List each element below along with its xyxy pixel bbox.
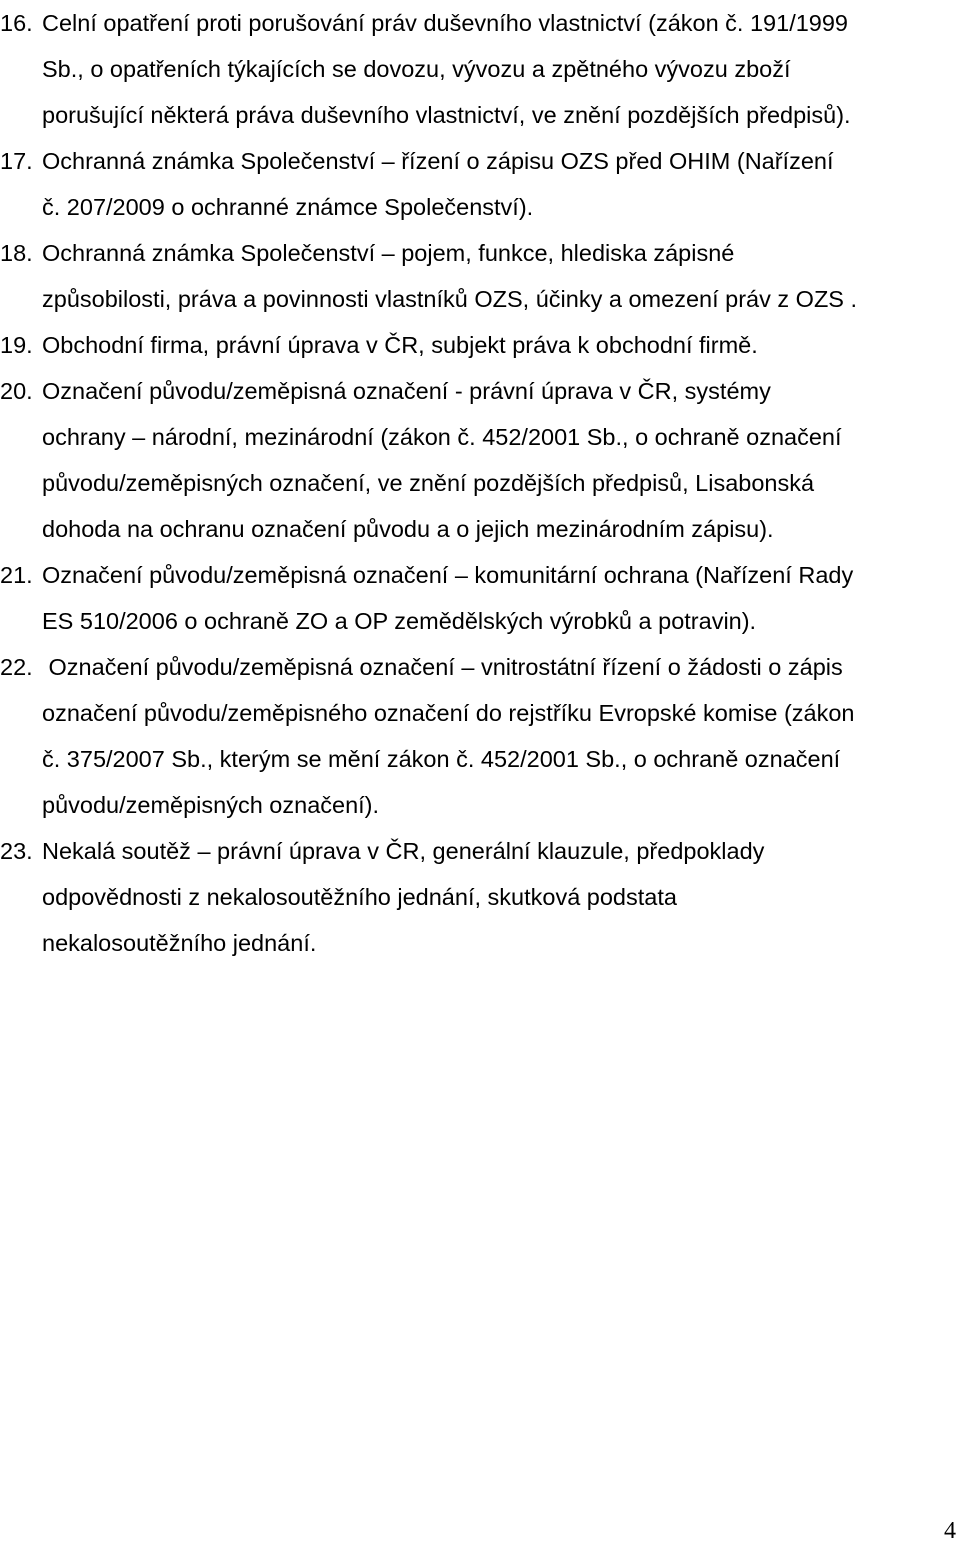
list-item <box>0 368 960 552</box>
list-item <box>0 230 960 322</box>
list-item-number: 20. <box>0 378 33 404</box>
text-line: Celní opatření proti porušování práv duševního vlastnictví (zákon č. 191/1999 <box>42 10 848 36</box>
list-item-number: 22. <box>0 654 33 680</box>
list-item-number: 18. <box>0 240 33 266</box>
list-item-number: 16. <box>0 10 33 36</box>
page-number: 4 <box>944 1518 956 1544</box>
text-line: Obchodní firma, právní úprava v ČR, subjekt práva k obchodní firmě. <box>42 332 758 358</box>
list-item-number: 19. <box>0 332 33 358</box>
list-item-text <box>42 230 960 322</box>
text-line: způsobilosti, práva a povinnosti vlastníků OZS, účinky a omezení práv z OZS . <box>42 286 858 312</box>
list-item <box>0 552 960 644</box>
list-item-number: 21. <box>0 562 33 588</box>
list-item-text <box>42 0 960 138</box>
text-line: dohoda na ochranu označení původu a o jejich mezinárodním zápisu). <box>42 516 774 542</box>
list-item <box>0 322 960 368</box>
text-line: Označení původu/zeměpisná označení – komunitární ochrana (Nařízení Rady <box>42 562 854 588</box>
text-line: Označení původu/zeměpisná označení - právní úprava v ČR, systémy <box>42 378 771 404</box>
text-line: ES 510/2006 o ochraně ZO a OP zemědělských výrobků a potravin). <box>42 608 757 634</box>
list-item-text <box>42 828 960 966</box>
list-item <box>0 0 960 138</box>
text-line: Sb., o opatřeních týkajících se dovozu, vývozu a zpětného vývozu zboží <box>42 56 791 82</box>
text-line: označení původu/zeměpisného označení do rejstříku Evropské komise (zákon <box>42 700 855 726</box>
text-line: Nekalá soutěž – právní úprava v ČR, generální klauzule, předpoklady <box>42 838 765 864</box>
text-line: odpovědnosti z nekalosoutěžního jednání, skutková podstata <box>42 884 677 910</box>
list-item-text <box>42 322 960 368</box>
text-line: č. 207/2009 o ochranné známce Společenství). <box>42 194 534 220</box>
list-item <box>0 138 960 230</box>
text-line: původu/zeměpisných označení, ve znění pozdějších předpisů, Lisabonská <box>42 470 815 496</box>
list-item <box>0 828 960 966</box>
list-item-text <box>42 138 960 230</box>
list-item-text <box>42 552 960 644</box>
list-item <box>0 644 960 828</box>
list-item-text <box>42 368 960 552</box>
text-line: ochrany – národní, mezinárodní (zákon č. 452/2001 Sb., o ochraně označení <box>42 424 842 450</box>
text-line: porušující některá práva duševního vlastnictví, ve znění pozdějších předpisů). <box>42 102 851 128</box>
list-item-number: 17. <box>0 148 33 174</box>
list-item-text <box>42 644 960 828</box>
text-line: původu/zeměpisných označení). <box>42 792 380 818</box>
text-line: Ochranná známka Společenství – řízení o zápisu OZS před OHIM (Nařízení <box>42 148 834 174</box>
text-line: Označení původu/zeměpisná označení – vnitrostátní řízení o žádosti o zápis <box>42 654 843 680</box>
text-line: č. 375/2007 Sb., kterým se mění zákon č. 452/2001 Sb., o ochraně označení <box>42 746 841 772</box>
list-item-number: 23. <box>0 838 33 864</box>
text-line: Ochranná známka Společenství – pojem, funkce, hlediska zápisné <box>42 240 735 266</box>
text-line: nekalosoutěžního jednání. <box>42 930 317 956</box>
